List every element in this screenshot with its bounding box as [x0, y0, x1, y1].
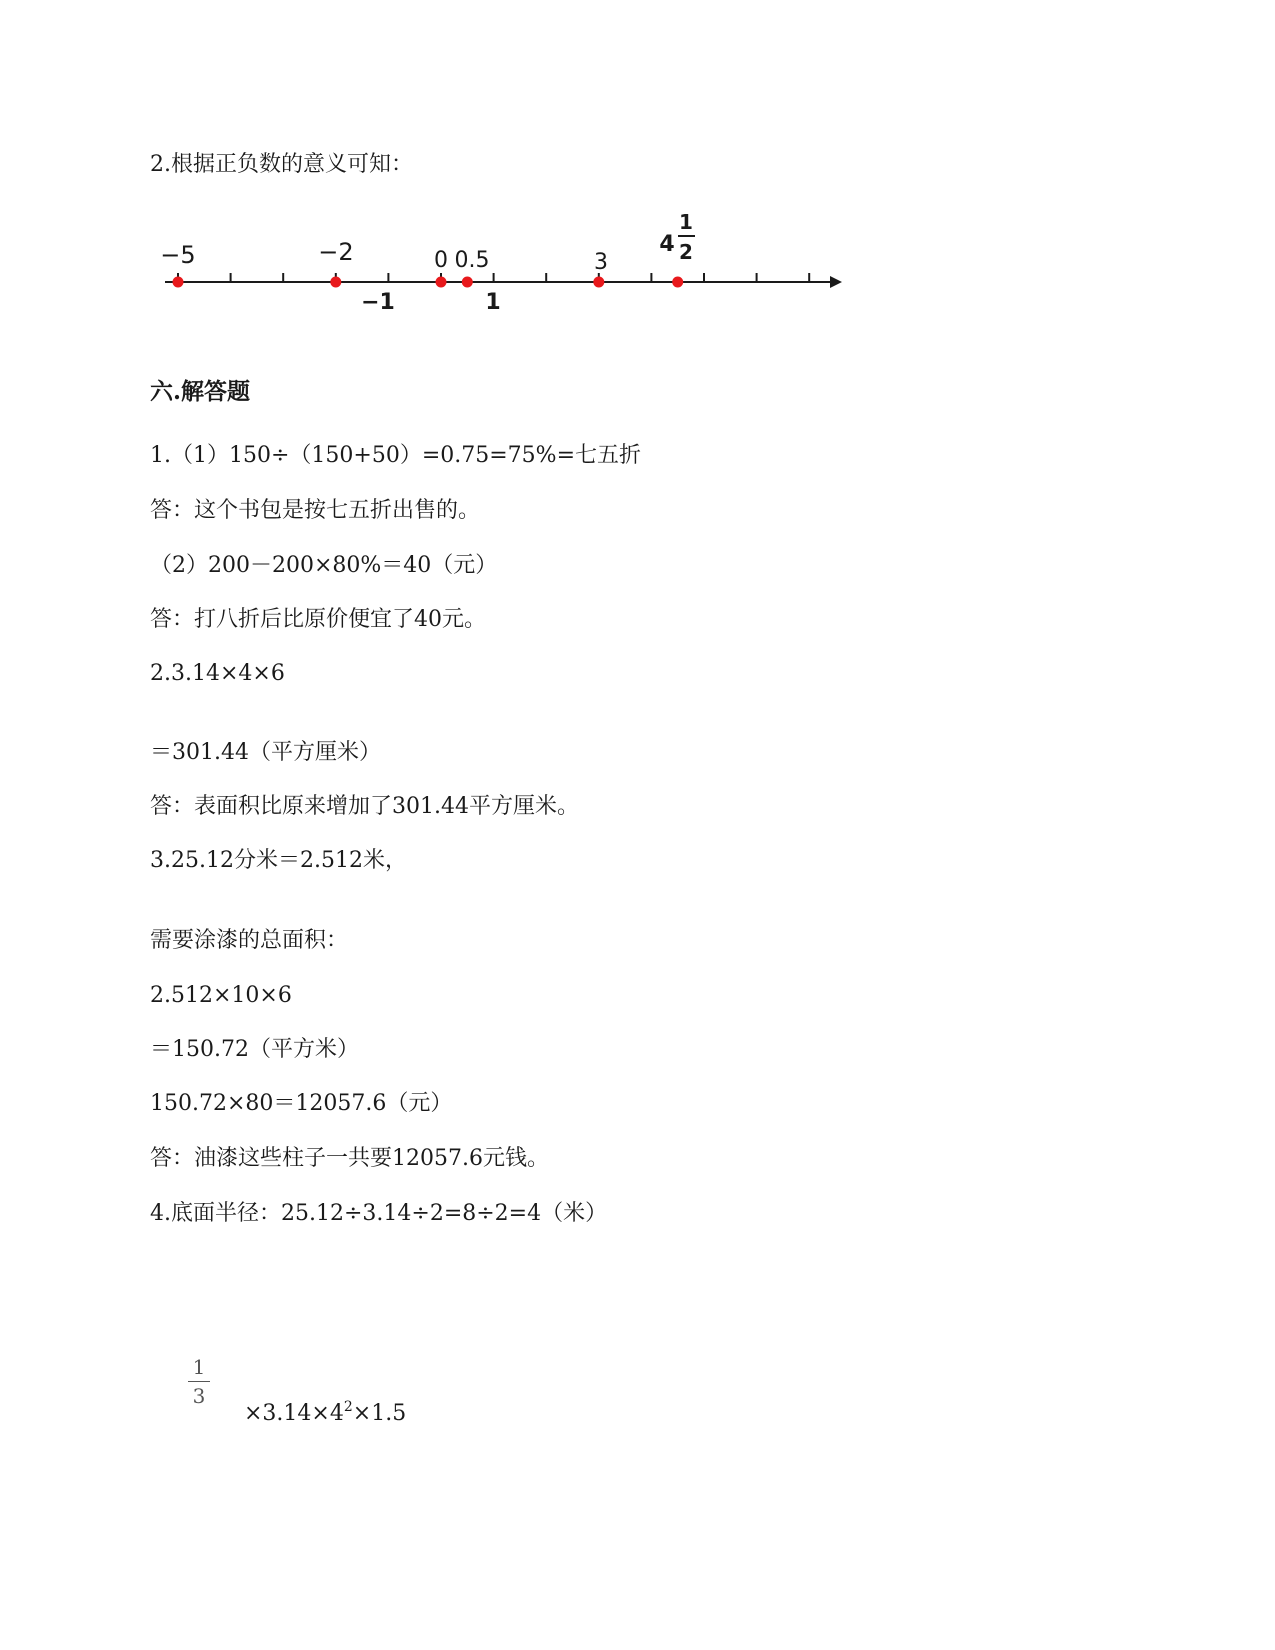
- answer-line: 2.3.14×4×6: [150, 661, 285, 686]
- answer-line: 答：表面积比原来增加了301.44平方厘米。: [150, 794, 579, 819]
- number-line-point: [436, 277, 447, 288]
- number-line-point: [173, 277, 184, 288]
- expr-before: ×3.14×4: [244, 1401, 344, 1426]
- expr-after: ×1.5: [352, 1401, 407, 1426]
- number-line: [150, 205, 850, 335]
- number-line-point: [672, 277, 683, 288]
- answer-line: （2）200－200×80%＝40（元）: [150, 553, 498, 578]
- answer-line: 1.（1）150÷（150+50）=0.75=75%=七五折: [150, 443, 642, 468]
- answer-line: 4.底面半径：25.12÷3.14÷2=8÷2=4（米）: [150, 1201, 608, 1226]
- number-line-arrowhead: [830, 276, 842, 288]
- label-one: 1: [485, 290, 501, 315]
- answer-line: 需要涂漆的总面积：: [150, 928, 349, 953]
- label-minus-1: −1: [361, 290, 395, 315]
- label-minus-5: −5: [160, 241, 196, 269]
- number-line-point: [330, 277, 341, 288]
- label-zero: 0: [434, 248, 448, 273]
- number-line-point: [462, 277, 473, 288]
- number-line-ticks: [178, 273, 809, 282]
- label-zero-point-five: 0.5: [454, 248, 490, 273]
- answer-line: 150.72×80＝12057.6（元）: [150, 1091, 453, 1116]
- answer-line: 3.25.12分米＝2.512米，: [150, 848, 407, 873]
- mixed-denominator: 2: [679, 240, 693, 264]
- number-line-point: [593, 277, 604, 288]
- cone-volume-expression: [244, 1392, 406, 1429]
- answer-line: 答：油漆这些柱子一共要12057.6元钱。: [150, 1146, 549, 1171]
- label-four-and-half: [659, 210, 695, 264]
- item-2-title: 2.根据正负数的意义可知：: [150, 152, 413, 177]
- fraction-denominator: 3: [192, 1384, 206, 1408]
- mixed-numerator: 1: [679, 210, 693, 234]
- fraction-one-third: [186, 1355, 212, 1415]
- expr-exponent: 2: [343, 1399, 353, 1415]
- answer-line: ＝150.72（平方米）: [150, 1037, 359, 1062]
- answer-line: 答：这个书包是按七五折出售的。: [150, 498, 481, 523]
- answer-line: 答：打八折后比原价便宜了40元。: [150, 607, 486, 632]
- answer-line: ＝301.44（平方厘米）: [150, 740, 381, 765]
- label-three: 3: [594, 250, 608, 275]
- fraction-numerator: 1: [192, 1355, 206, 1379]
- section-heading: 六.解答题: [150, 378, 251, 405]
- fraction-bar: [188, 1381, 210, 1382]
- answer-line: 2.512×10×6: [150, 983, 292, 1008]
- mixed-whole: 4: [659, 232, 675, 257]
- label-minus-2: −2: [318, 238, 354, 266]
